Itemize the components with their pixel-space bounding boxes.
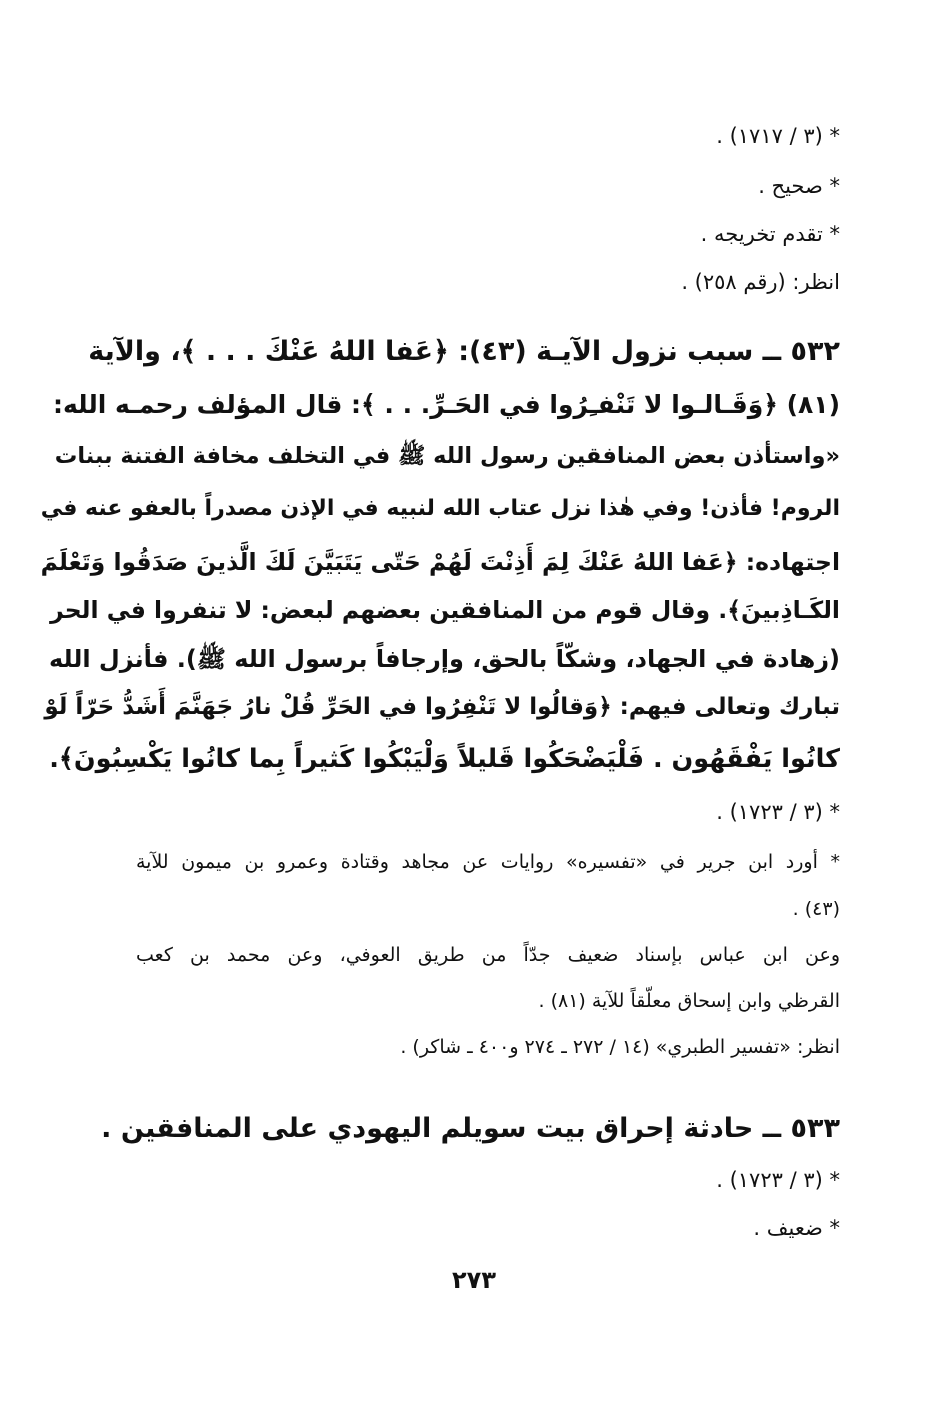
section-532-note-line-2: (٤٣) . — [792, 898, 840, 920]
section-532-line-4: الروم! فأذن! وفي هٰذا نزل عتاب الله لنبيه في الإذن مصدراً بالعفو عنه في — [40, 496, 840, 521]
section-532-line-5: اجتهاده: ﴿عَفا اللهُ عَنْكَ لِمَ أَذِنْتَ لَهُمْ حَتّى يَتَبَيَّنَ لَكَ الَّذينَ صَدَقُوا وَتَعْلَمَ — [40, 548, 840, 576]
section-533-reference: * (٣ / ١٧٢٣) . — [716, 1168, 840, 1192]
section-532-line-2: (٨١) ﴿وَقَـالـوا لا تَنْفـِرُوا في الحَـرِّ. . . ﴾: قال المؤلف رحمـه الله: — [53, 390, 840, 419]
section-532-line-7: (زهادة في الجهاد، وشكّاً بالحق، وإرجافاً برسول الله ﷺ). فأنزل الله — [48, 645, 840, 673]
section-532-see-also: انظر: «تفسير الطبري» (١٤ / ٢٧٢ ـ ٢٧٤ و٤٠٠ ـ شاكر) . — [400, 1036, 840, 1058]
section-532-line-8: تبارك وتعالى فيهم: ﴿وَقالُوا لا تَنْفِرُوا في الحَرِّ قُلْ نارُ جَهَنَّمَ أَشَدُّ حَرّاً لَوْ — [44, 694, 840, 720]
section-532-line-1: ٥٣٢ ــ سبب نزول الآيـة (٤٣): ﴿عَفا اللهُ عَنْكَ . . . ﴾، والآية — [88, 336, 840, 367]
section-532-line-6: الكَـاذِبينَ﴾. وقال قوم من المنافقين بعضهم لبعض: لا تنفروا في الحر — [50, 596, 840, 624]
section-532-note-line-1: * أورد ابن جرير في «تفسيره» روايات عن مجاهد وقتادة وعمرو بن ميمون للآية — [136, 851, 840, 873]
page-number: ٢٧٣ — [452, 1266, 496, 1294]
top-reference: * (٣ / ١٧١٧) . — [716, 124, 840, 148]
section-532-line-9: كانُوا يَفْقَهُون . فَلْيَضْحَكُوا قَليلاً وَلْيَبْكُوا كَثيراً بِما كانُوا يَكْسِبُونَ﴾. — [49, 744, 840, 774]
section-533-grade: * ضعيف . — [753, 1216, 840, 1240]
top-takhrij-note: * تقدم تخريجه . — [700, 222, 840, 246]
top-grade: * صحيح . — [758, 174, 840, 198]
section-533-heading: ٥٣٣ ــ حادثة إحراق بيت سويلم اليهودي على المنافقين . — [101, 1113, 840, 1144]
section-532-para-line-2: القرظي وابن إسحاق معلّقاً للآية (٨١) . — [538, 990, 840, 1012]
top-see-also: انظر: (رقم ٢٥٨) . — [681, 270, 840, 294]
section-532-reference: * (٣ / ١٧٢٣) . — [716, 800, 840, 824]
section-532-line-3: «واستأذن بعض المنافقين رسول الله ﷺ في التخلف مخافة الفتنة ببنات — [54, 443, 840, 469]
section-532-para-line-1: وعن ابن عباس بإسناد ضعيف جدّاً من طريق العوفي، وعن محمد بن كعب — [136, 944, 840, 966]
